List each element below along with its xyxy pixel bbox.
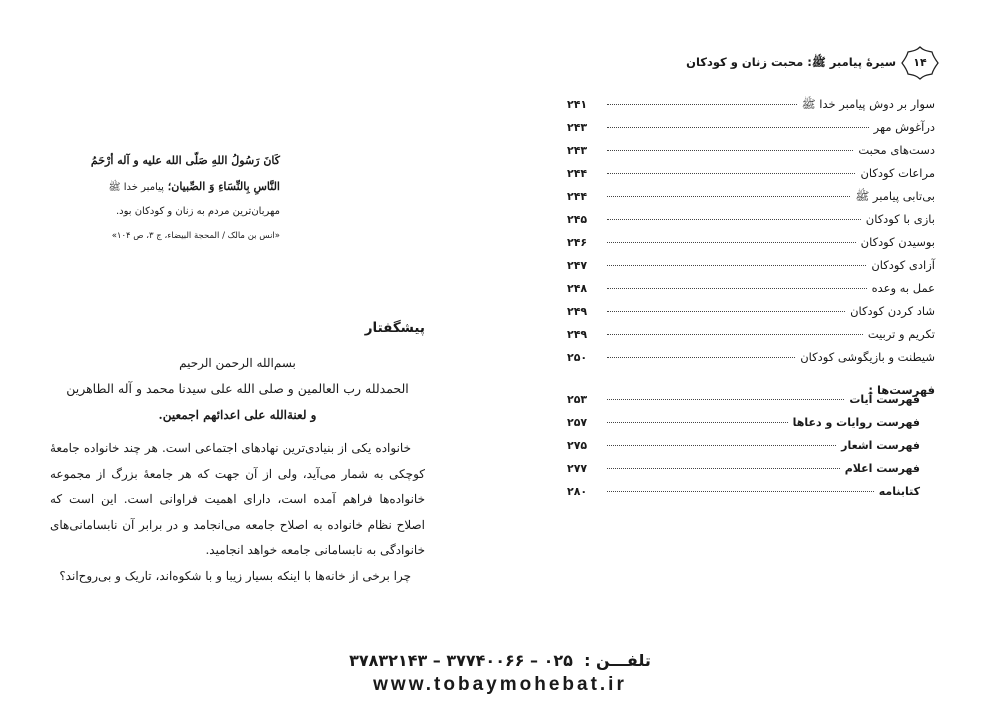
- footer: [0, 650, 1000, 698]
- toc-entry[interactable]: [565, 120, 935, 143]
- leader-dots: [607, 127, 869, 128]
- toc-entry-page: ۲۴۳: [567, 121, 588, 134]
- leader-dots: [607, 399, 844, 400]
- toc-entry[interactable]: [565, 143, 935, 166]
- toc-entry-page: ۲۴۴: [567, 190, 588, 203]
- index-entry-title: فهرست آیات: [849, 393, 920, 406]
- index-entry-title: کتابنامه: [878, 485, 920, 498]
- index-entry-page: ۲۷۵: [567, 439, 588, 452]
- index-list: [565, 393, 920, 508]
- toc-entry-title: بی‌تابی پیامبر ﷺ: [855, 189, 935, 203]
- index-entry[interactable]: [565, 393, 920, 416]
- toc-entry[interactable]: [565, 327, 935, 350]
- leader-dots: [607, 196, 850, 197]
- prayer-line-2: و لعنة‌الله علی اعدائهم اجمعین.: [158, 408, 317, 422]
- index-entry-page: ۲۷۷: [567, 462, 588, 475]
- preface-paragraph-2: چرا برخی از خانه‌ها با اینکه بسیار زیبا و با شکوه‌اند، تاریک و بی‌روح‌اند؟: [59, 568, 411, 583]
- toc-entry-page: ۲۴۸: [567, 282, 588, 295]
- preface: [50, 320, 425, 589]
- leader-dots: [607, 173, 855, 174]
- index-entry[interactable]: [565, 439, 920, 462]
- epigraph-arabic-line-1: كَانَ رَسُولُ اللهِ صَلّى الله عليه و آله أرْحَمُ: [90, 154, 280, 167]
- epigraph: [60, 148, 280, 247]
- toc-entry-page: ۲۴۶: [567, 236, 588, 249]
- leader-dots: [607, 150, 853, 151]
- toc-entry[interactable]: [565, 350, 935, 373]
- website-link[interactable]: www.tobaymohebat.ir: [373, 674, 627, 695]
- toc-entry-page: ۲۴۳: [567, 144, 588, 157]
- phone-line: [0, 650, 1000, 672]
- toc-entry-title: بوسیدن کودکان: [860, 235, 935, 249]
- toc-entry-page: ۲۴۹: [567, 305, 588, 318]
- index-entry[interactable]: [565, 416, 920, 439]
- preface-paragraph-1: خانواده یکی از بنیادی‌ترین نهادهای اجتماعی است. هر چند خانواده جامعهٔ کوچکی به شمار می‌آید، ولی از آن جهت که هر جامعهٔ بزرگ از مجموعه خانواده‌ها فراهم آمده است، دارای اهمیت فراوانی است. این است که اصلاح نظام خانواده به اصلاح جامعه می‌انجامد و در برابر آن نابسامانی‌های خانوادگی به نابسامانی جامعه خواهد انجامید.: [50, 441, 425, 557]
- running-header: [686, 45, 940, 81]
- leader-dots: [607, 265, 866, 266]
- leader-dots: [607, 357, 795, 358]
- phone-numbers: ۰۲۵ – ۳۷۷۴۰۰۶۶ – ۳۷۸۳۲۱۴۳: [349, 651, 573, 670]
- phone-label: تلفـــن :: [584, 651, 651, 670]
- toc-entry[interactable]: [565, 258, 935, 281]
- toc-entry-title: بازی با کودکان: [865, 212, 935, 226]
- toc-entry[interactable]: [565, 304, 935, 327]
- index-entry[interactable]: [565, 462, 920, 485]
- toc-entry[interactable]: [565, 212, 935, 235]
- index-heading: فهرست‌ها :: [868, 383, 935, 397]
- leader-dots: [607, 311, 845, 312]
- leader-dots: [607, 422, 788, 423]
- index-entry-page: ۲۵۷: [567, 416, 588, 429]
- epigraph-source: «انس بن مالک / المحجة البيضاء، ج ۳، ص ۱۰۴»: [111, 231, 280, 241]
- toc-entry-title: تکریم و تربیت: [867, 327, 935, 341]
- basmala: بسم‌الله الرحمن الرحیم: [179, 356, 296, 370]
- toc-entry-title: سوار بر دوش پیامبر خدا ﷺ: [801, 97, 935, 111]
- leader-dots: [607, 468, 840, 469]
- epigraph-translation: مهربان‌ترین مردم به زنان و کودکان بود.: [115, 206, 280, 217]
- leader-dots: [607, 334, 863, 335]
- leader-dots: [607, 288, 867, 289]
- running-title: سیرهٔ پیامبر ﷺ: محبت زنان و کودکان: [686, 54, 896, 69]
- toc-entry-page: ۲۴۱: [567, 98, 588, 111]
- toc-entry[interactable]: [565, 189, 935, 212]
- preface-heading: پیشگفتار: [364, 320, 425, 336]
- leader-dots: [607, 242, 856, 243]
- epigraph-persian-start: پیامبر خدا ﷺ: [108, 182, 164, 193]
- epigraph-arabic-line-2: [60, 174, 280, 201]
- epigraph-arabic-text: النَّاسِ بِالنِّسَاءِ وَ الصِّبيان؛: [167, 180, 280, 193]
- index-entry-title: فهرست روایات و دعاها: [792, 416, 920, 429]
- page-number-badge: [900, 45, 940, 81]
- index-entry-title: فهرست اشعار: [841, 439, 920, 452]
- toc-entry[interactable]: [565, 97, 935, 120]
- leader-dots: [607, 445, 836, 446]
- toc-entry-page: ۲۴۴: [567, 167, 588, 180]
- table-of-contents: [565, 97, 935, 405]
- index-entry-page: ۲۸۰: [567, 485, 588, 498]
- leader-dots: [607, 491, 874, 492]
- toc-entry-title: درآغوش مهر: [873, 120, 935, 134]
- prayer-line-1: الحمدلله رب العالمین و صلی الله علی سیدنا محمد و آله الطاهرین: [66, 381, 409, 396]
- toc-entry-page: ۲۴۷: [567, 259, 588, 272]
- toc-entry-title: مراعات کودکان: [860, 166, 935, 180]
- toc-entry[interactable]: [565, 235, 935, 258]
- toc-entry-title: شیطنت و بازیگوشی کودکان: [800, 350, 935, 364]
- toc-entry[interactable]: [565, 281, 935, 304]
- leader-dots: [607, 104, 797, 105]
- toc-entry[interactable]: [565, 166, 935, 189]
- toc-entry-title: آزادی کودکان: [871, 258, 935, 272]
- toc-entry-page: ۲۴۹: [567, 328, 588, 341]
- toc-entry-title: عمل به وعده: [871, 281, 935, 295]
- toc-entry-title: شاد کردن کودکان: [850, 304, 935, 318]
- index-entry-title: فهرست اعلام: [844, 462, 920, 475]
- index-entry[interactable]: [565, 485, 920, 508]
- index-entry-page: ۲۵۳: [567, 393, 588, 406]
- leader-dots: [607, 219, 861, 220]
- toc-entry-title: دست‌های محبت: [858, 143, 935, 157]
- toc-entry-page: ۲۴۵: [567, 213, 588, 226]
- page-number: ۱۴: [913, 56, 927, 69]
- toc-entry-page: ۲۵۰: [567, 351, 588, 364]
